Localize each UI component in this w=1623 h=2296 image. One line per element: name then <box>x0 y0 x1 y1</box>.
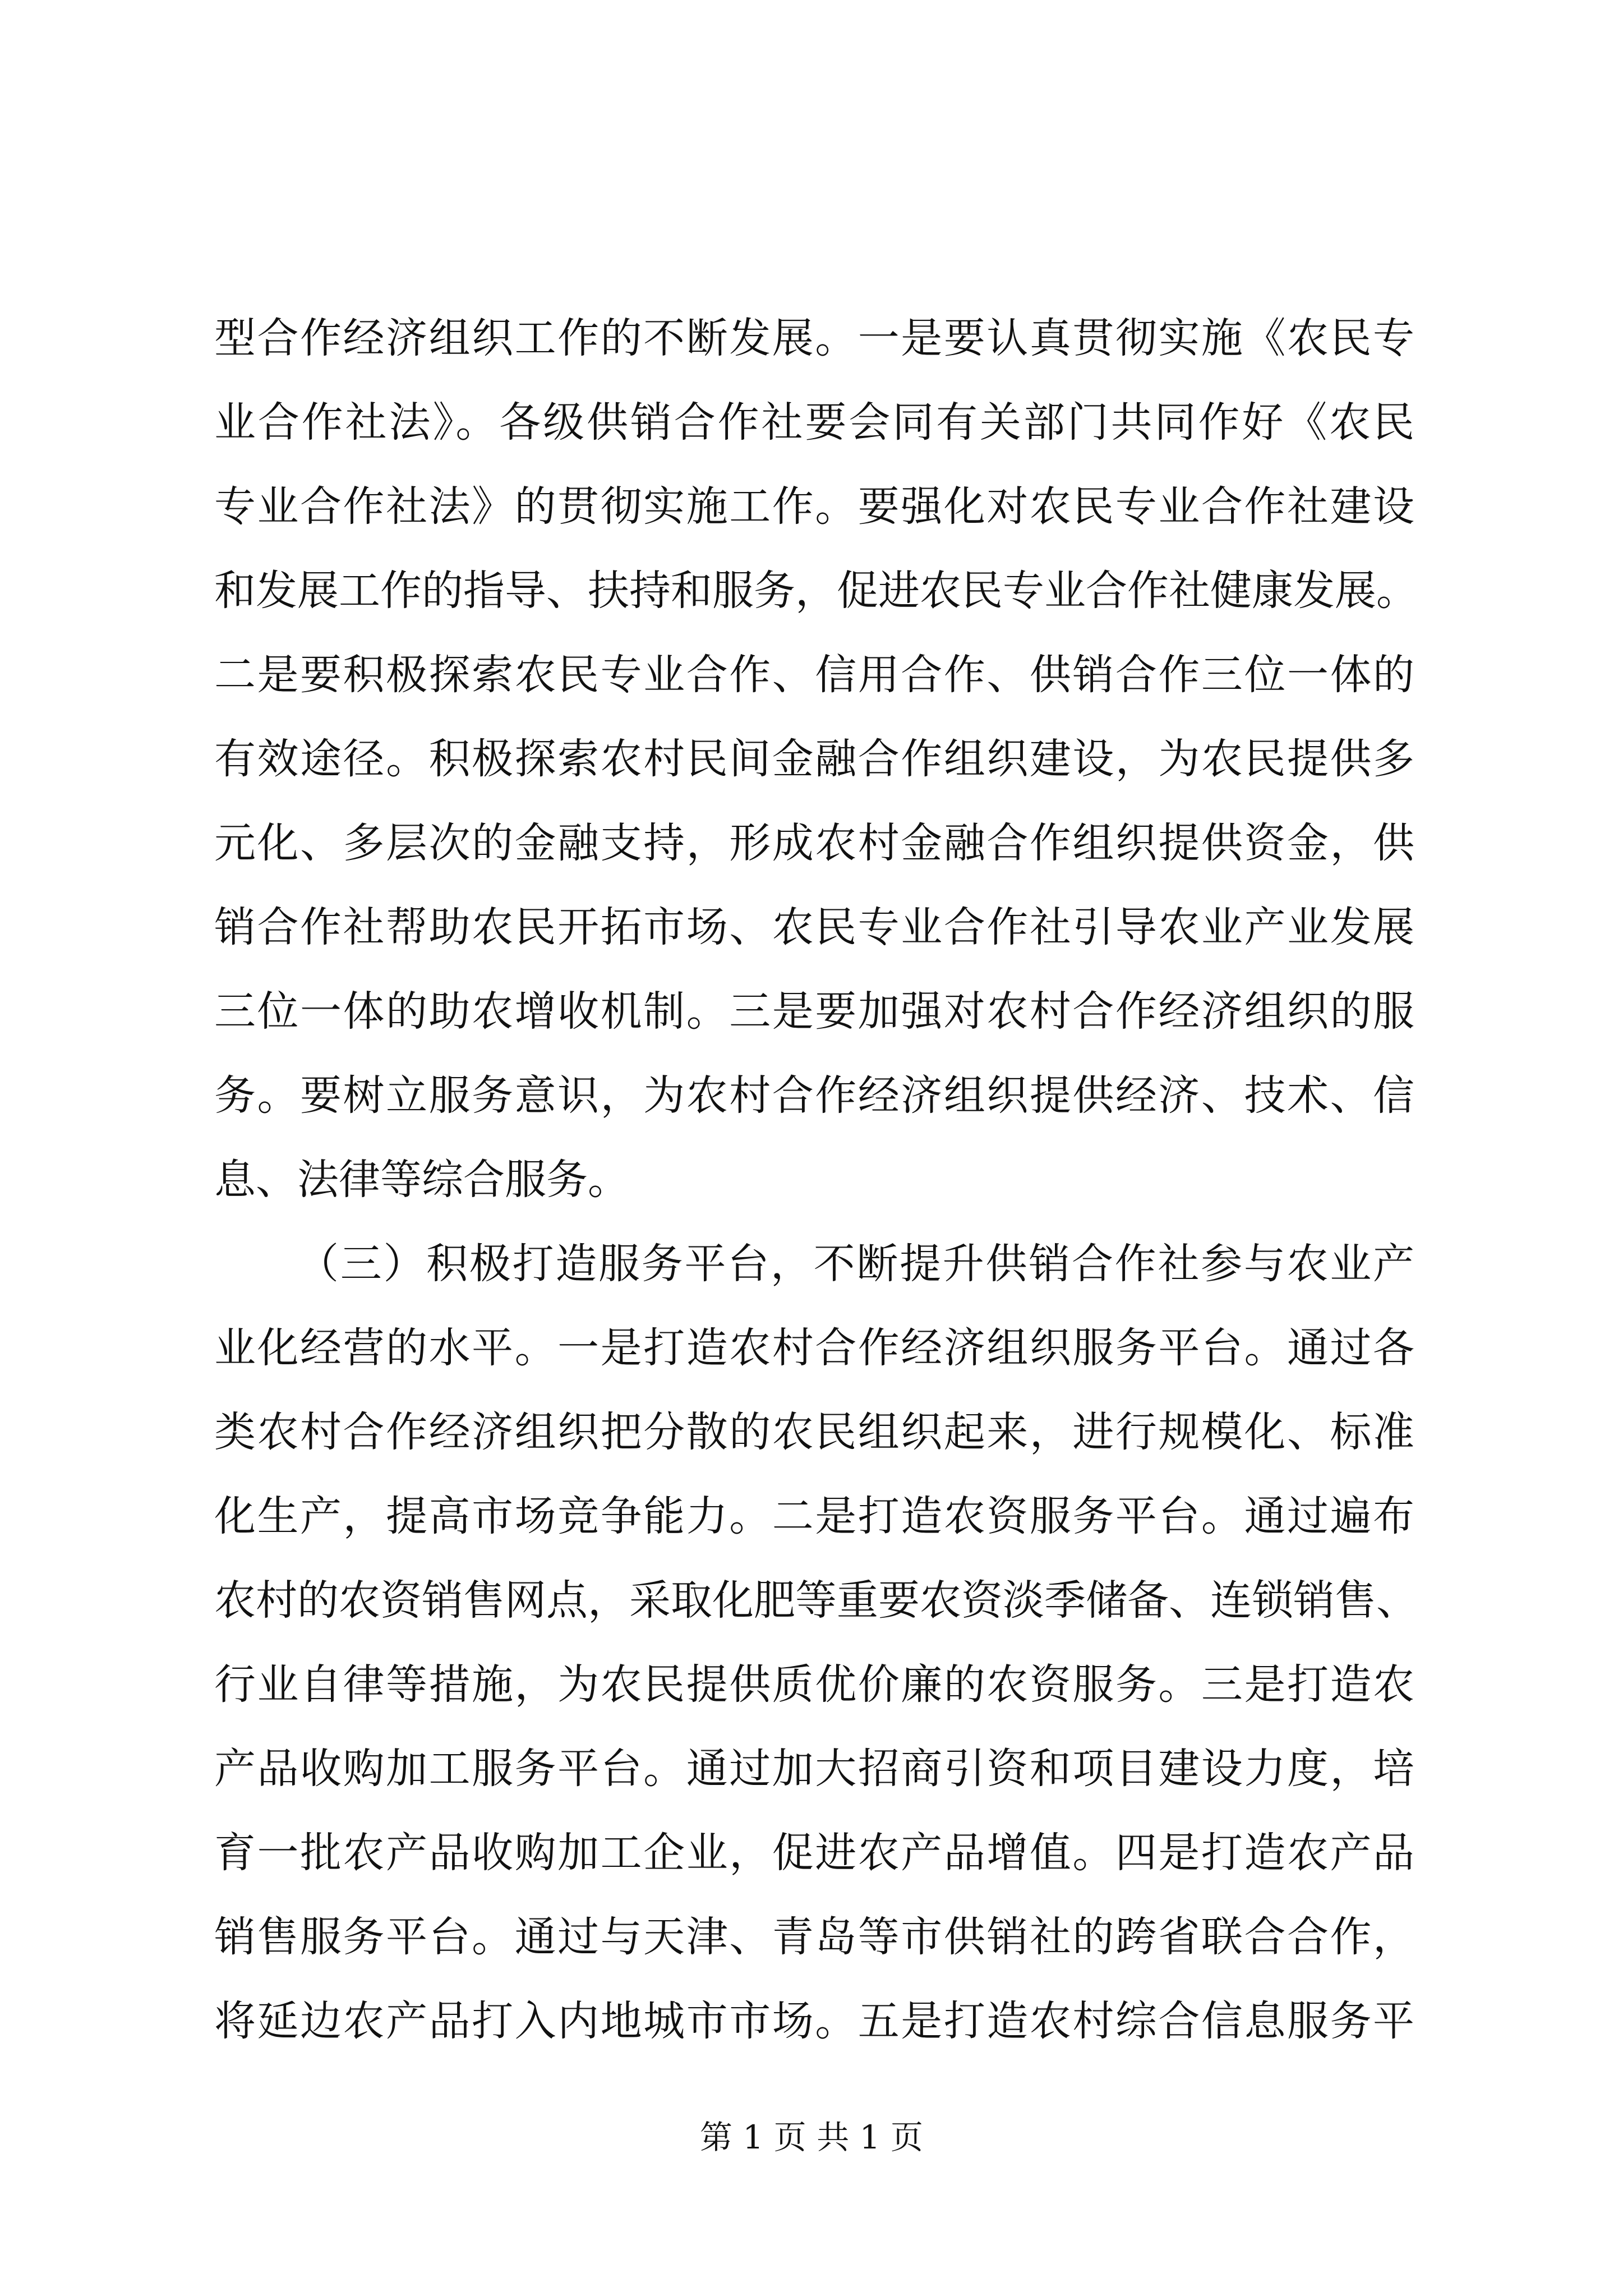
text-line: 将延边农产品打入内地城市市场。五是打造农村综合信息服务平 <box>214 1997 1414 2045</box>
paragraph-1 <box>214 296 1418 1222</box>
text-line: 和发展工作的指导、扶持和服务，促进农民专业合作社健康发展。 <box>214 567 1418 615</box>
text-line: 型合作经济组织工作的不断发展。一是要认真贯彻实施《农民专 <box>214 314 1414 362</box>
text-line: 销售服务平台。通过与天津、青岛等市供销社的跨省联合合作， <box>214 1913 1414 1961</box>
text-line: （三）积极打造服务平台，不断提升供销合作社参与农业产 <box>297 1240 1414 1288</box>
text-line: 行业自律等措施，为农民提供质优价廉的农资服务。三是打造农 <box>214 1660 1414 1709</box>
text-line: 息、法律等综合服务。 <box>214 1156 629 1204</box>
text-line: 产品收购加工服务平台。通过加大招商引资和项目建设力度，培 <box>214 1745 1414 1793</box>
text-line: 务。要树立服务意识，为农村合作经济组织提供经济、技术、信 <box>214 1071 1414 1120</box>
paragraph-2 <box>214 1222 1418 2063</box>
text-line: 元化、多层次的金融支持，形成农村金融合作组织提供资金，供 <box>214 819 1414 867</box>
text-line: 三位一体的助农增收机制。三是要加强对农村合作经济组织的服 <box>214 987 1414 1036</box>
page-number-label: 第 1 页 共 1 页 <box>700 2118 923 2156</box>
text-line: 类农村合作经济组织把分散的农民组织起来，进行规模化、标准 <box>214 1408 1414 1456</box>
text-line: 有效途径。积极探索农村民间金融合作组织建设，为农民提供多 <box>214 735 1414 783</box>
page-footer <box>0 2115 1623 2160</box>
text-line: 化生产，提高市场竞争能力。二是打造农资服务平台。通过遍布 <box>214 1492 1414 1540</box>
text-line: 销合作社帮助农民开拓市场、农民专业合作社引导农业产业发展 <box>214 903 1414 951</box>
text-line: 业合作社法》。各级供销合作社要会同有关部门共同作好《农民 <box>214 398 1414 447</box>
text-line: 育一批农产品收购加工企业，促进农产品增值。四是打造农产品 <box>214 1829 1414 1877</box>
text-line: 业化经营的水平。一是打造农村合作经济组织服务平台。通过各 <box>214 1324 1414 1372</box>
text-line: 二是要积极探索农民专业合作、信用合作、供销合作三位一体的 <box>214 651 1414 699</box>
document-body <box>214 296 1418 2063</box>
text-line: 农村的农资销售网点，采取化肥等重要农资淡季储备、连锁销售、 <box>214 1576 1418 1625</box>
text-line: 专业合作社法》的贯彻实施工作。要强化对农民专业合作社建设 <box>214 482 1414 531</box>
